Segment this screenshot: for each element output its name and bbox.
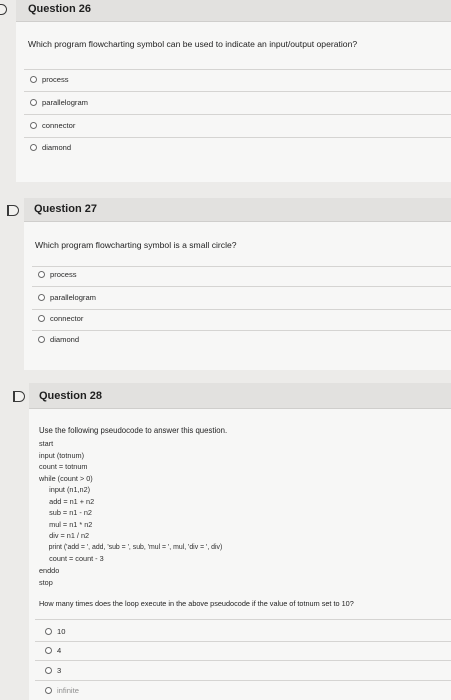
option-label: parallelogram xyxy=(50,293,97,302)
option-label: connector xyxy=(42,121,76,130)
option-label: infinite xyxy=(57,686,79,695)
question-27-title: Question 27 xyxy=(34,203,97,215)
radio-button[interactable] xyxy=(30,144,37,151)
divider xyxy=(32,286,451,287)
radio-button[interactable] xyxy=(38,315,45,322)
question-26-option-connector[interactable] xyxy=(30,121,75,130)
question-26-option-process[interactable] xyxy=(30,75,69,84)
radio-button[interactable] xyxy=(38,271,45,278)
pseudocode-line: add = n1 + n2 xyxy=(39,497,95,506)
pseudocode-line: input (totnum) xyxy=(39,451,85,460)
divider xyxy=(24,137,451,138)
pseudocode-line: print ('add = ', add, 'sub = ', sub, 'mul = ', mul, 'div = ', div) xyxy=(39,544,223,551)
divider xyxy=(35,641,451,642)
question-28-prompt: How many times does the loop execute in the above pseudocode if the value of totnum set to 10? xyxy=(39,599,354,608)
divider xyxy=(24,69,451,70)
option-label: 4 xyxy=(57,646,62,655)
flag-question-28-icon[interactable] xyxy=(13,391,25,402)
option-label: 3 xyxy=(57,666,62,675)
question-28-option-10[interactable] xyxy=(45,627,65,636)
divider xyxy=(32,309,451,310)
divider xyxy=(35,680,451,681)
question-27-option-connector[interactable] xyxy=(38,314,83,323)
question-26-prompt: Which program flowcharting symbol can be used to indicate an input/output operation? xyxy=(28,39,358,49)
option-label: diamond xyxy=(42,143,72,152)
question-26-option-parallelogram[interactable] xyxy=(30,98,88,107)
divider xyxy=(24,91,451,92)
radio-button[interactable] xyxy=(45,667,52,674)
option-label: 10 xyxy=(57,627,66,636)
divider xyxy=(35,660,451,661)
question-26-option-diamond[interactable] xyxy=(30,143,71,152)
question-28-option-infinite[interactable] xyxy=(45,686,79,695)
pseudocode-line: enddo xyxy=(39,566,60,575)
divider xyxy=(35,619,451,620)
divider xyxy=(32,330,451,331)
question-26-body xyxy=(16,22,451,182)
pseudocode-line: sub = n1 - n2 xyxy=(39,508,92,517)
radio-button[interactable] xyxy=(45,647,52,654)
question-27-body xyxy=(24,222,451,370)
pseudocode-line: input (n1,n2) xyxy=(39,485,91,494)
option-label: parallelogram xyxy=(42,98,89,107)
flag-question-27-icon[interactable] xyxy=(7,205,19,216)
radio-button[interactable] xyxy=(30,122,37,129)
radio-button[interactable] xyxy=(30,99,37,106)
question-26-header xyxy=(16,0,451,22)
question-27-option-process[interactable] xyxy=(38,270,77,279)
question-27-option-diamond[interactable] xyxy=(38,335,79,344)
divider xyxy=(24,114,451,115)
option-label: diamond xyxy=(50,335,80,344)
pseudocode-line: while (count > 0) xyxy=(39,474,93,483)
radio-button[interactable] xyxy=(38,294,45,301)
radio-button[interactable] xyxy=(38,336,45,343)
radio-button[interactable] xyxy=(45,628,52,635)
question-28-title: Question 28 xyxy=(39,390,102,402)
pseudocode-line: stop xyxy=(39,578,53,587)
flag-question-26-icon[interactable] xyxy=(0,4,7,15)
pseudocode-line: start xyxy=(39,439,54,448)
pseudocode-line: mul = n1 * n2 xyxy=(39,520,93,529)
question-27-prompt: Which program flowcharting symbol is a small circle? xyxy=(35,240,237,250)
option-label: connector xyxy=(50,314,84,323)
question-28-header xyxy=(29,383,451,409)
radio-button[interactable] xyxy=(30,76,37,83)
pseudocode-line: count = totnum xyxy=(39,462,88,471)
option-label: process xyxy=(42,75,69,84)
question-28-option-3[interactable] xyxy=(45,666,61,675)
question-27-header xyxy=(24,198,451,222)
option-label: process xyxy=(50,270,77,279)
question-28-intro: Use the following pseudocode to answer this question. xyxy=(39,426,228,435)
pseudocode-line: count = count - 3 xyxy=(39,554,104,563)
radio-button[interactable] xyxy=(45,687,52,694)
question-26-title: Question 26 xyxy=(28,3,91,15)
question-28-body xyxy=(29,409,451,700)
question-28-option-4[interactable] xyxy=(45,646,61,655)
question-27-option-parallelogram[interactable] xyxy=(38,293,96,302)
pseudocode-line: div = n1 / n2 xyxy=(39,531,90,540)
divider xyxy=(32,266,451,267)
